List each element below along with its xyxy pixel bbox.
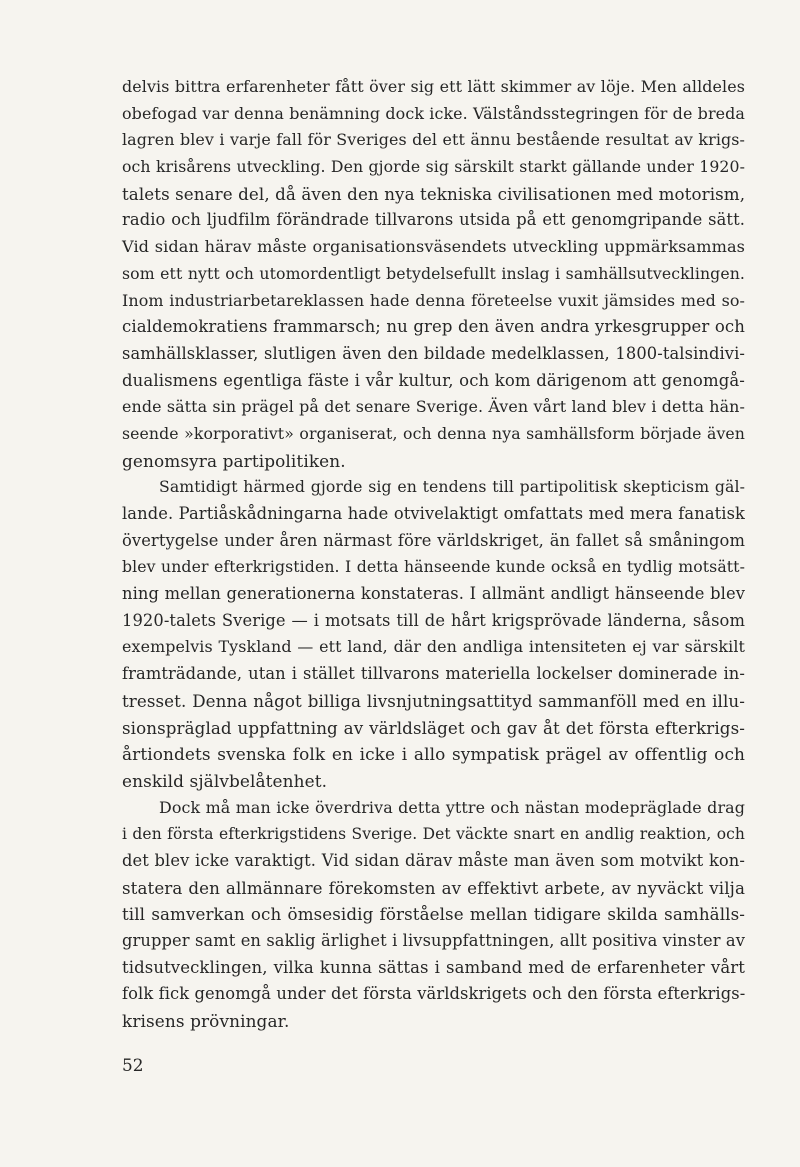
text-line: framträdande, utan i stället tillvarons materiella lockelser dominerade in- xyxy=(122,664,745,684)
page-number: 52 xyxy=(122,1055,144,1075)
text-line: delvis bittra erfarenheter fått över sig ett lätt skimmer av löje. Men alldeles xyxy=(122,77,745,96)
text-line: seende »korporativt» organiserat, och denna nya samhällsform började även xyxy=(122,423,745,443)
text-line: obefogad var denna benämning dock icke. Välståndsstegringen för de breda xyxy=(122,103,745,123)
text-line: till samverkan och ömsesidig förståelse mellan tidigare skilda samhälls- xyxy=(122,904,745,925)
paragraph-3 xyxy=(122,795,745,1035)
text-line: tidsutvecklingen, vilka kunna sättas i samband med de erfarenheter vårt xyxy=(122,957,745,977)
text-line: i den första efterkrigstidens Sverige. Det väckte snart en andlig reaktion, och xyxy=(122,825,745,844)
text-line: exempelvis Tyskland — ett land, där den andliga intensiteten ej var särskilt xyxy=(122,637,745,657)
text-line: samhällsklasser, slutligen även den bildade medelklassen, 1800-talsindivi- xyxy=(122,343,745,363)
text-line: sionspräglad uppfattning av världsläget och gav åt det första efterkrigs- xyxy=(122,717,745,738)
paragraph-2 xyxy=(122,474,745,794)
text-line: Samtidigt härmed gjorde sig en tendens till partipolitisk skepticism gäl- xyxy=(159,477,745,497)
text-line: lande. Partiåskådningarna hade otvivelaktigt omfattats med mera fanatisk xyxy=(122,504,745,523)
text-line: övertygelse under åren närmast före världskriget, än fallet så småningom xyxy=(122,530,745,550)
text-line: tresset. Denna något billiga livsnjutningsattityd sammanföll med en illu- xyxy=(122,690,745,711)
text-line: blev under efterkrigstiden. I detta hänseende kunde också en tydlig motsätt- xyxy=(122,557,745,577)
text-line: ende sätta sin prägel på det senare Sverige. Även vårt land blev i detta hän- xyxy=(122,397,745,417)
text-line: folk fick genomgå under det första världskrigets och den första efterkrigs- xyxy=(122,984,746,1004)
text-line: som ett nytt och utomordentligt betydelsefullt inslag i samhällsutvecklingen. xyxy=(122,263,745,283)
text-line: det blev icke varaktigt. Vid sidan därav måste man även som motvikt kon- xyxy=(122,850,745,870)
text-line: cialdemokratiens frammarsch; nu grep den även andra yrkesgrupper och xyxy=(122,317,745,337)
text-line: och krisårens utveckling. Den gjorde sig särskilt starkt gällande under 1920- xyxy=(122,157,745,177)
text-line: dualismens egentliga fäste i vår kultur, och kom därigenom att genomgå- xyxy=(122,370,745,390)
text-line: genomsyra partipolitiken. xyxy=(122,450,346,471)
text-line: ning mellan generationerna konstateras. I allmänt andligt hänseende blev xyxy=(122,584,745,604)
text-line: talets senare del, då även den nya tekniska civilisationen med motorism, xyxy=(122,183,746,204)
text-line: Inom industriarbetareklassen hade denna företeelse vuxit jämsides med so- xyxy=(122,290,745,310)
text-line: årtiondets svenska folk en icke i allo sympatisk prägel av offentlig och xyxy=(122,744,745,765)
paragraph-1 xyxy=(122,74,745,474)
text-line: Vid sidan härav måste organisationsväsendets utveckling uppmärksammas xyxy=(122,237,745,257)
text-line: Dock må man icke överdriva detta yttre och nästan modepräglade drag xyxy=(159,797,745,817)
text-line: krisens prövningar. xyxy=(122,1011,290,1032)
text-line: radio och ljudfilm förändrade tillvarons utsida på ett genomgripande sätt. xyxy=(122,210,745,230)
text-line: 1920-talets Sverige — i motsats till de hårt krigsprövade länderna, såsom xyxy=(122,610,745,630)
text-line: statera den allmännare förekomsten av effektivt arbete, av nyväckt vilja xyxy=(122,877,745,898)
text-line: lagren blev i varje fall för Sveriges del ett ännu bestående resultat av krigs- xyxy=(122,130,745,150)
body-text xyxy=(122,74,745,1035)
text-line: grupper samt en saklig ärlighet i livsuppfattningen, allt positiva vinster av xyxy=(122,931,745,950)
text-line: enskild självbelåtenhet. xyxy=(122,770,328,791)
